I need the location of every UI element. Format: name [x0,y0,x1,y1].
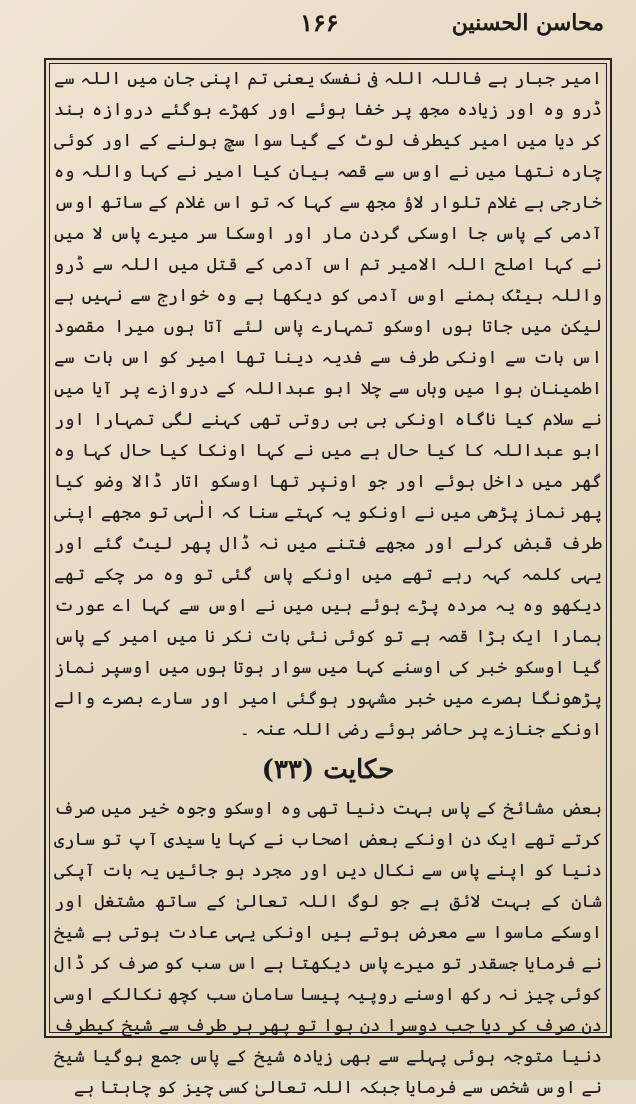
page-number: ۱۶۶ [300,8,339,37]
text-block [54,64,602,1098]
paragraph-story-33: بعض مشائخ کے پاس بہت دنیا تھی وہ اوسکو وجوہ خیر میں صرف کرتے تھے ایک دن اونکے بعض اصحاب نے کہا یا سیدی آپ تو ساری دنیا کو اپنے پاس سے نکال دیں اور مجرد ہو جائیں یہ بات آپکی شان کے بہت لائق ہے جو لوگ اللہ تعالیٰ کے ساتھ مشتغل اور اوسکے ماسوا سے معرض ہوتے ہیں اونکی یہی عادت ہوتی ہے شیخ نے فرمایا جسقدر تو میرے پاس دیکھتا ہے اس سب کو صرف کر ڈال کوئی چیز نہ رکھ اوسنے روپیہ پیسا سامان سب کچھ نکالکے اوسی دن صرف کر دیا جب دوسرا دن ہوا تو پھر ہر طرف سے شیخ کیطرف دنیا متوجہ ہوئی پہلے سے بھی زیادہ شیخ کے پاس جمع ہوگیا شیخ نے اوس شخص سے فرمایا جبکہ اللہ تعالیٰ کسی چیز کو چاہتا ہے [54,799,602,1098]
page-header [0,0,636,60]
running-title: محاسن الحسنین [451,10,604,36]
section-heading: حکایت (۳۳) [261,755,395,785]
paragraph-story-conclusion: امیر جبار ہے فاللہ اللہ فی نفسک یعنی تم اپنی جان میں اللہ سے ڈرو وہ اور زیادہ مجھ پر خفا ہوئے اور کھڑے ہوگئے دروازہ بند کر دیا میں امیر کیطرف لوٹ کے گیا سوا سچ بولنے کے اور کوئی چارہ نتھا میں نے اوس سے قصہ بیان کیا امیر نے کہا واللہ وہ خارجی ہے غلام تلوار لاؤ مجھ سے کہا کہ تو اس غلام کے ساتھ اوس آدمی کے پاس جا اوسکی گردن مار اور اوسکا سر میرے پاس لا میں نے کہا اصلح اللہ الامیر تم اس آدمی کے قتل میں اللہ سے ڈرو واللہ بیٹک ہمنے اوس آدمی کو دیکھا ہے وہ خوارج سے نہیں ہے لیکن میں جاتا ہوں اوسکو تمہارے پاس لئے آتا ہوں میرا مقصود اس بات سے اونکی طرف سے فدیہ دینا تھا امیر کو اس بات سے اطمینان ہوا میں وہاں سے چلا ابو عبداللہ کے دروازے پر آیا میں نے سلام کیا ناگاہ اونکی بی بی روتی تھی کہنے لگی تمہارا اور ابو عبداللہ کا کیا حال ہے میں نے کہا اونکا کیا حال کہا وہ گھر میں داخل ہوئے اور جو اونپر تھا اوسکو اتار ڈالا وضو کیا پھر نماز پڑھی میں نے اونکو یہ کہتے سنا کہ الٰہی تو مجھے اپنی طرف قبض کرلے اور مجھے فتنے میں نہ ڈال پھر لیٹ گئے اور یہی کلمہ کہہ رہے تھے میں اونکے پاس گئی تو وہ مر چکے تھے دیکھو وہ یہ مردہ پڑے ہوئے ہیں میں نے اوس سے کہا اے عورت ہمارا ایک بڑا قصہ ہے تو کوئی نئی بات نکر نا میں امیر کے پاس گیا اوسکو خبر کی اوسنے کہا میں سوار ہوتا ہوں میں اوسپر نماز پڑھونگا بصرے میں خبر مشہور ہوگئی امیر اور سارے بصرے والے اونکے جنازے پر حاضر ہوئے رضی اللہ عنہ ۔ [54,69,602,740]
